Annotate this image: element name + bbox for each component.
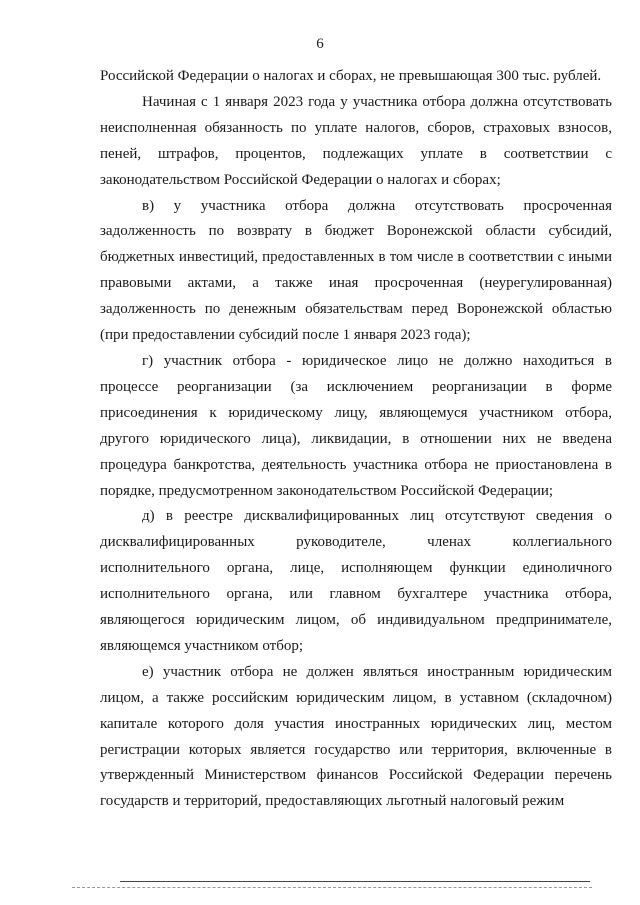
footer-divider (120, 881, 590, 882)
document-body (100, 64, 612, 815)
paragraph-tax-obligation: Начиная с 1 января 2023 года у участника отбора должна отсутствовать неисполненная обязанность по уплате налогов, сборов, страховых взносов, пеней, штрафов, процентов, подлежащих уплате в соответствии с законодательством Российской Федерации о налогах и сборах; (100, 93, 612, 188)
paragraph-item-d: д) в реестре дисквалифицированных лиц отсутствуют сведения о дисквалифицированных руководителе, членах коллегиального исполнительного органа, лице, исполняющем функции единоличного исполнительного органа, или главном бухгалтере участника отбора, являющегося юридическим лицом, об индивидуальном предпринимателе, являющемся участником отбор; (100, 508, 612, 654)
paragraph-item-g: г) участник отбора - юридическое лицо не должно находиться в процессе реорганизации (за исключением реорганизации в форме присоединения к юридическому лицу, являющемуся участником отбора, другого юридического лица), ликвидации, в отношении них не введена процедура банкротства, деятельность участника отбора не приостановлена в порядке, предусмотренном законодательством Российской Федерации; (100, 352, 612, 499)
paragraph-item-e: е) участник отбора не должен являться иностранным юридическим лицом, а также российским юридическим лицом, в уставном (складочном) капитале которого доля участия иностранных юридических лиц, местом регистрации которых является государство или территория, включенные в утвержденный Министерством финансов Российской Федерации перечень государств и территорий, предоставляющих льготный налоговый режим (100, 663, 612, 810)
paragraph-continuation: Российской Федерации о налогах и сборах, не превышающая 300 тыс. рублей. (100, 68, 602, 84)
paragraph-item-v: в) у участника отбора должна отсутствовать просроченная задолженность по возврату в бюджет Воронежской области субсидий, бюджетных инвестиций, предоставленных в том числе в соответствии с иными правовыми актами, а также иная просроченная (неурегулированная) задолженность по денежным обязательствам перед Воронежской областью (при предоставлении субсидий после 1 января 2023 года); (100, 197, 612, 344)
footer-scan-artifact (72, 887, 592, 888)
page-number: 6 (316, 36, 324, 52)
